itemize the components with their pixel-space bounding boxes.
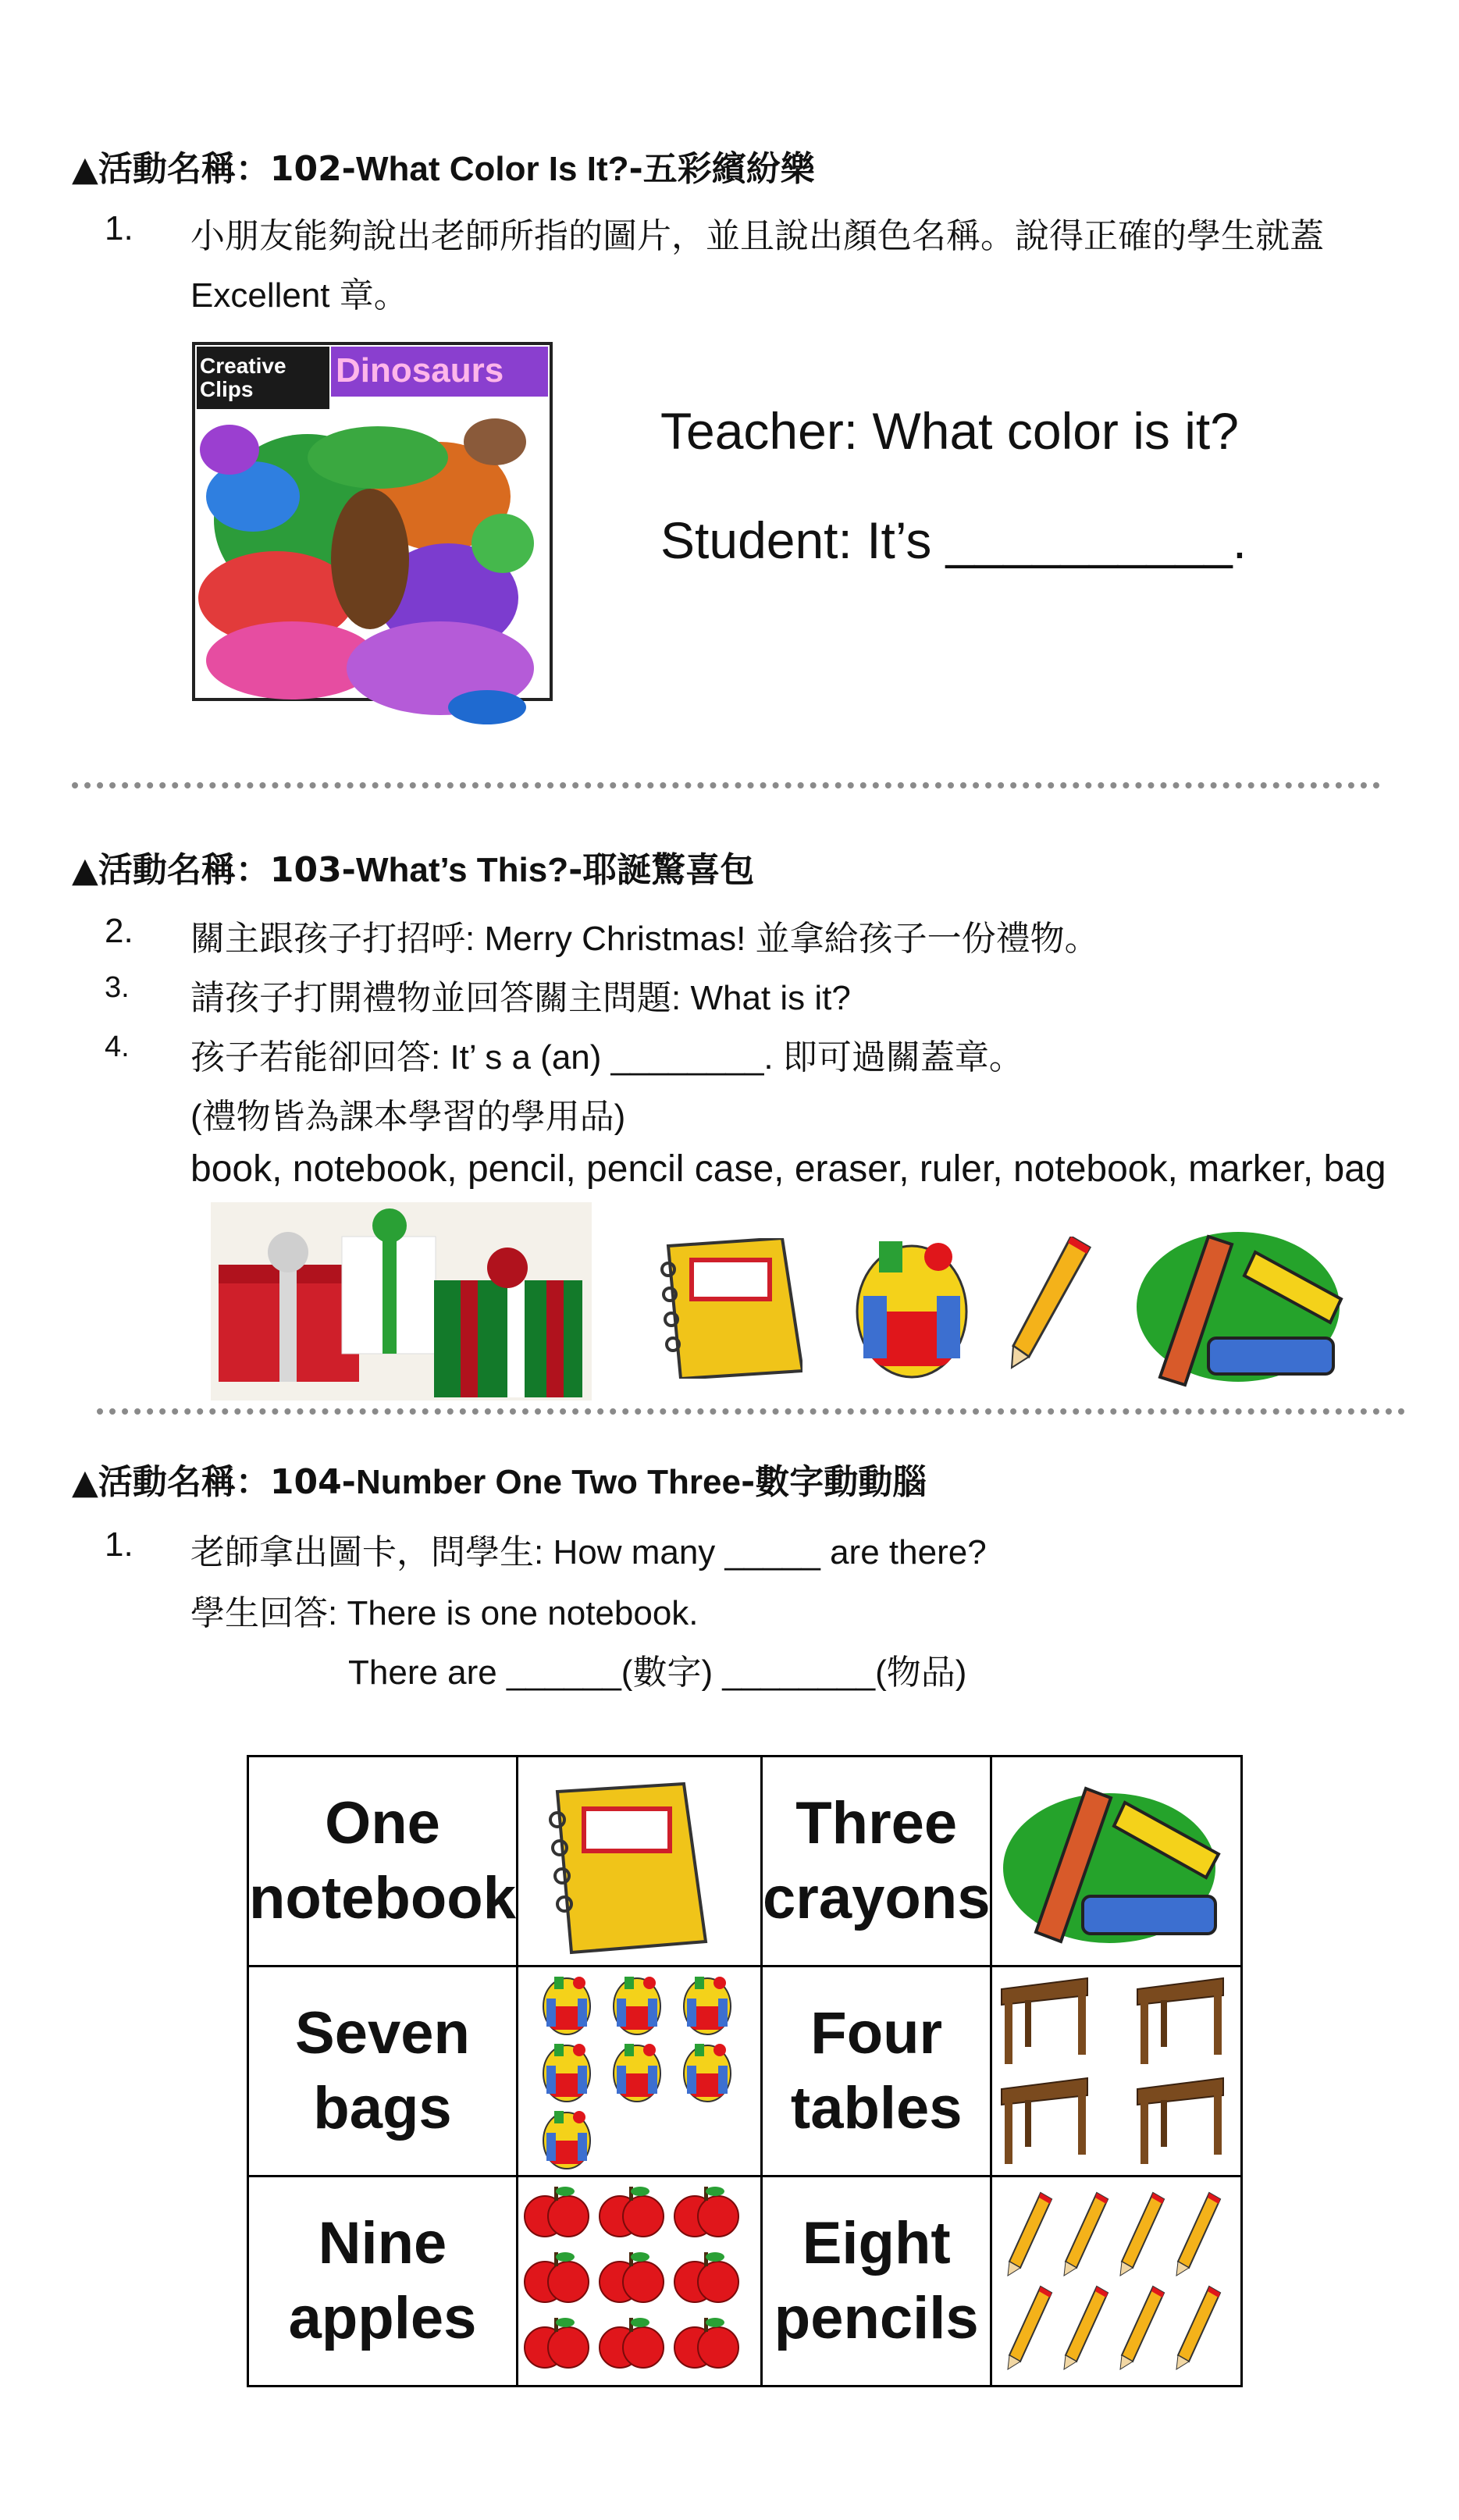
picture-cell (991, 1757, 1242, 1967)
clipart-brand-logo: Creative Clips (200, 354, 286, 401)
item-text: 請孩子打開禮物並回答關主問題: What is it? (190, 979, 851, 1017)
table-row (248, 1967, 1242, 2177)
item-text: 孩子若能卻回答: It’ s a (an) ________. 即可過關蓋章。 (190, 1038, 1023, 1077)
item-number: 4. (105, 1030, 130, 1063)
table-row (248, 1757, 1242, 1967)
picture-cell (991, 2177, 1242, 2387)
item-text: 關主跟孩子打招呼: Merry Christmas! 並拿給孩子一份禮物。 (190, 920, 1099, 958)
student-line: Student: It’s __________. (660, 511, 1247, 569)
number-word: Nine (318, 2210, 447, 2276)
clipart-title-logo: Dinosaurs (336, 351, 504, 390)
item-text-line1: 小朋友能夠說出老師所指的圖片，並且說出顏色名稱。說得正確的學生就蓋 (190, 217, 1324, 255)
question-line: 老師拿出圖卡，問學生: How many _____ are there? (190, 1533, 987, 1571)
table-row (248, 2177, 1242, 2387)
number-word: Three (795, 1790, 958, 1856)
pencil-icon (1009, 1237, 1094, 1369)
eight-pencils-icon (992, 2177, 1240, 2385)
title-suffix: -耶誕驚喜包 (568, 850, 755, 890)
backpack-icon (848, 1233, 976, 1382)
answer-plural-line: There are ______(數字) ________(物品) (348, 1653, 967, 1692)
title-prefix: ▲活動名稱：102- (72, 149, 356, 189)
item-number: 2. (105, 912, 133, 950)
number-word: Eight (802, 2210, 951, 2276)
note-text: (禮物皆為課本學習的學用品) (190, 1098, 626, 1136)
item-word: bags (313, 2075, 452, 2141)
answer-line: 學生回答: There is one notebook. (190, 1594, 699, 1632)
number-word: Four (810, 2000, 943, 2066)
section-102-title (72, 141, 815, 190)
item-number: 3. (105, 971, 130, 1004)
item-word: pencils (774, 2285, 979, 2351)
item-text-line2: Excellent 章。 (190, 276, 408, 315)
crayons-icon (1130, 1221, 1354, 1394)
item-word: notebook (249, 1865, 516, 1931)
number-word: Seven (295, 2000, 470, 2066)
title-prefix: ▲活動名稱：104- (72, 1462, 356, 1502)
label-cell (248, 2177, 518, 2387)
four-tables-icon (992, 1967, 1240, 2175)
picture-cell (517, 1967, 761, 2177)
section-divider (72, 782, 1380, 788)
gift-boxes-image (211, 1202, 592, 1401)
title-suffix: -五彩繽紛樂 (628, 149, 815, 189)
notebook-icon (657, 1238, 802, 1379)
teacher-line: Teacher: What color is it? (660, 402, 1239, 460)
section-103-title (72, 842, 754, 892)
dinosaurs-clipart (183, 340, 562, 739)
counting-table (247, 1755, 1243, 2387)
picture-cell (517, 1757, 761, 1967)
title-prefix: ▲活動名稱：103- (72, 850, 356, 890)
section-104-title (72, 1454, 927, 1504)
item-number: 1. (105, 1525, 133, 1564)
label-cell (761, 2177, 991, 2387)
section-divider (97, 1408, 1405, 1415)
item-word: apples (288, 2285, 477, 2351)
title-en: What Color Is It? (355, 150, 629, 188)
label-cell (761, 1967, 991, 2177)
picture-cell (517, 2177, 761, 2387)
number-word: One (325, 1790, 440, 1856)
label-cell (761, 1757, 991, 1967)
title-en: What’s This? (355, 851, 569, 889)
crayons-icon (992, 1757, 1240, 1965)
label-cell (248, 1757, 518, 1967)
nine-apples-icon (518, 2177, 760, 2385)
picture-cell (991, 1967, 1242, 2177)
title-suffix: -數字動動腦 (740, 1462, 927, 1502)
label-cell (248, 1967, 518, 2177)
title-en: Number One Two Three (355, 1463, 741, 1501)
seven-backpacks-icon (518, 1967, 760, 2175)
vocab-list: book, notebook, pencil, pencil case, eraser, ruler, notebook, marker, bag (190, 1148, 1386, 1190)
item-word: tables (790, 2075, 963, 2141)
item-number: 1. (105, 209, 133, 247)
item-word: crayons (762, 1865, 991, 1931)
notebook-icon (518, 1757, 760, 1965)
